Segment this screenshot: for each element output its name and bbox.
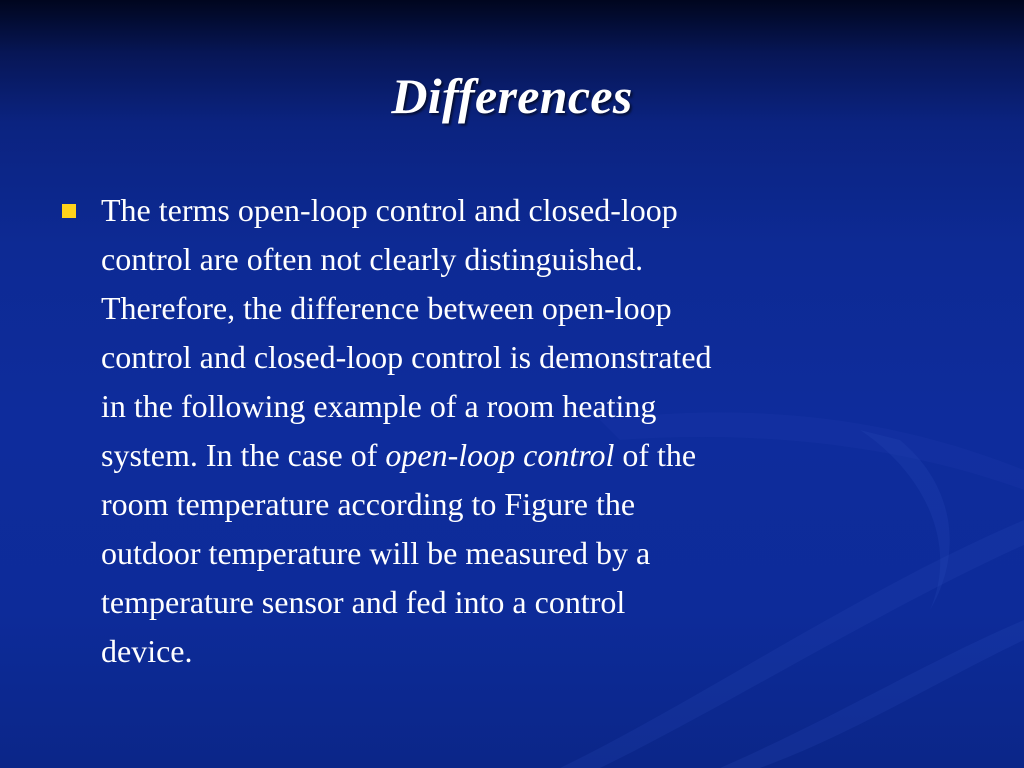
bullet-line: Therefore, the difference between open-loop — [101, 290, 672, 326]
bullet-line: control and closed-loop control is demonstrated — [101, 339, 712, 375]
emphasized-term: open-loop control — [385, 437, 615, 473]
line-suffix-text: of the — [614, 437, 697, 473]
square-bullet-icon — [62, 204, 76, 218]
bullet-line: The terms open-loop control and closed-loop — [101, 192, 678, 228]
bullet-line: control are often not clearly distinguished. — [101, 241, 644, 277]
bullet-line: in the following example of a room heating — [101, 388, 657, 424]
bullet-line: temperature sensor and fed into a control — [101, 584, 626, 620]
line-prefix-text: system. In the case of — [101, 437, 386, 473]
bullet-line-with-emphasis — [101, 431, 961, 480]
bullet-line: device. — [101, 633, 193, 669]
slide-title: Differences — [391, 68, 633, 124]
bullet-line: outdoor temperature will be measured by a — [101, 535, 651, 571]
bullet-line: room temperature according to Figure the — [101, 486, 636, 522]
bullet-paragraph — [101, 186, 961, 676]
